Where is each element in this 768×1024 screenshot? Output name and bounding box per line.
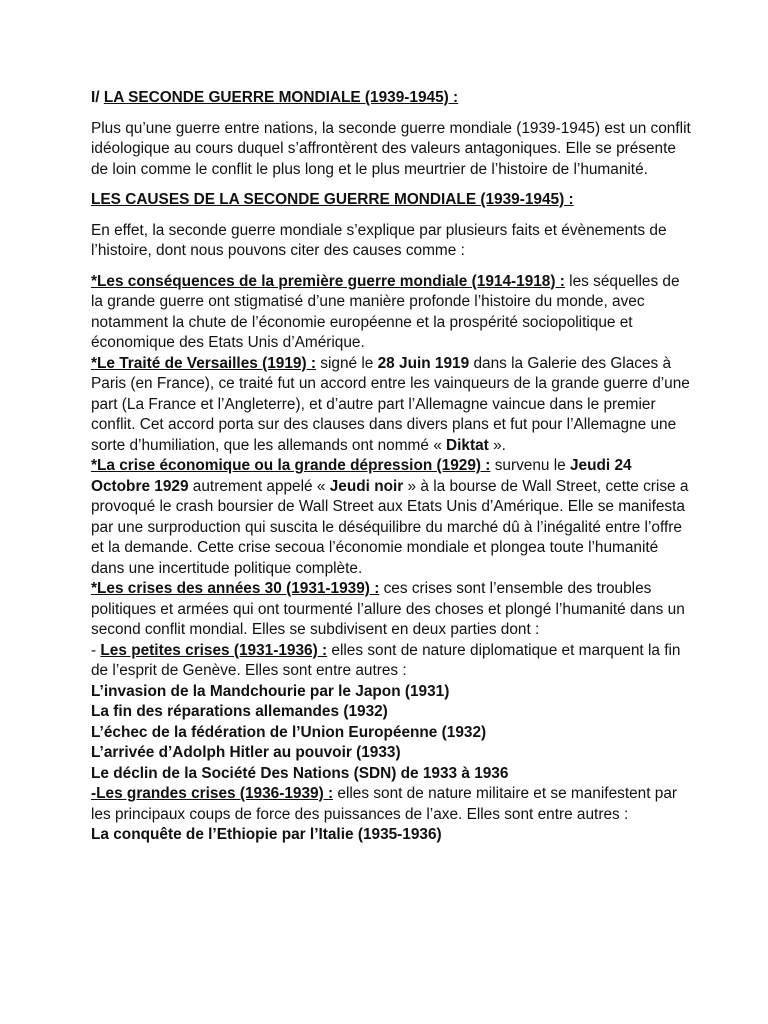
- cause-title: *Le Traité de Versailles (1919) :: [91, 354, 316, 372]
- cause-text: dans la Galerie des Glaces à Paris (en France), ce traité fut un accord entre les vainqueurs de la grande guerre d’une part (La France et l’Angleterre), et d’autre part l’Allemagne vaincue dans le premier conflit. Cet accord porta sur des clauses dans divers plans et fut pour l’Allemagne une sorte d’humiliation, que les allemands ont nommé «: [91, 354, 690, 454]
- cause-great-depression: [91, 456, 691, 579]
- section-number: I/: [91, 89, 100, 106]
- cause-text: » à la bourse de Wall Street, cette crise a provoqué le crash boursier de Wall Street aux Etats Unis d’Amérique. Elle se manifesta par une surproduction qui suscita le déséquilibre du marché dû à l’inégalité entre l’offre et la demande. Cette crise secoua l’économie mondiale et plongea toute l’humanité dans une incertitude politique complète.: [91, 477, 689, 577]
- big-crises-intro: [91, 784, 691, 825]
- cause-title: *Les conséquences de la première guerre mondiale (1914-1918) :: [91, 272, 565, 290]
- list-item: L’échec de la fédération de l’Union Européenne (1932): [91, 723, 487, 741]
- cause-date: 28 Juin 1919: [377, 354, 470, 372]
- list-item: L’invasion de la Mandchourie par le Japon (1931): [91, 682, 450, 700]
- cause-crises-thirties: [91, 579, 691, 641]
- causes-heading: LES CAUSES DE LA SECONDE GUERRE MONDIALE (1939-1945) :: [91, 191, 574, 208]
- list-item: L’arrivée d’Adolph Hitler au pouvoir (1933): [91, 744, 401, 761]
- cause-text: autrement appelé «: [188, 477, 330, 495]
- document-body: [91, 88, 691, 846]
- causes-intro-paragraph: En effet, la seconde guerre mondiale s’explique par plusieurs faits et évènements de l’histoire, dont nous pouvons citer des causes comme :: [91, 221, 667, 259]
- list-item: La fin des réparations allemandes (1932): [91, 703, 388, 720]
- subsection-text: elles sont de nature militaire et se manifestent par les principaux coups de force des puissances de l’axe. Elles sont entre autres :: [91, 785, 678, 823]
- cause-text: ces crises sont l’ensemble des troubles politiques et armées qui ont tourmenté l’allure des choses et plongé l’humanité dans un second conflit mondial. Elles se subdivisent en deux parties dont :: [91, 580, 685, 638]
- subsection-title: Les petites crises (1931-1936) :: [100, 641, 328, 659]
- cause-title: *La crise économique ou la grande dépression (1929) :: [91, 457, 491, 474]
- cause-text: ».: [488, 436, 506, 454]
- cause-title: *Les crises des années 30 (1931-1939) :: [91, 580, 380, 597]
- cause-text: les séquelles de la grande guerre ont stigmatisé d’une manière profonde l’histoire du monde, avec notamment la chute de l’économie européenne et la prospérité sociopolitique et économique des Etats Unis d’Amérique.: [91, 272, 680, 351]
- cause-text: signé le: [316, 354, 378, 372]
- list-dash: -: [91, 641, 101, 659]
- subsection-text: elles sont de nature diplomatique et marquent la fin de l’esprit de Genève. Elles sont entre autres :: [91, 641, 681, 679]
- intro-paragraph: Plus qu’une guerre entre nations, la seconde guerre mondiale (1939-1945) est un conflit idéologique au cours duquel s’affrontèrent des valeurs antagoniques. Elle se présente de loin comme le conflit le plus long et le plus meurtrier de l’histoire de l’humanité.: [91, 119, 691, 178]
- cause-term: Diktat: [446, 436, 489, 454]
- cause-versailles-treaty: [91, 354, 691, 457]
- small-crises-intro: [91, 641, 691, 682]
- cause-term: Jeudi noir: [329, 477, 404, 495]
- list-item: Le déclin de la Société Des Nations (SDN) de 1933 à 1936: [91, 764, 509, 782]
- cause-first-world-war: [91, 272, 691, 354]
- cause-date: Jeudi 24 Octobre 1929: [91, 457, 632, 495]
- section-heading-1: [91, 88, 691, 109]
- list-item: La conquête de l’Ethiopie par l’Italie (1935-1936): [91, 826, 442, 843]
- cause-text: survenu le: [490, 457, 570, 474]
- section-title: LA SECONDE GUERRE MONDIALE (1939-1945) :: [103, 89, 459, 106]
- subsection-title: -Les grandes crises (1936-1939) :: [91, 785, 334, 802]
